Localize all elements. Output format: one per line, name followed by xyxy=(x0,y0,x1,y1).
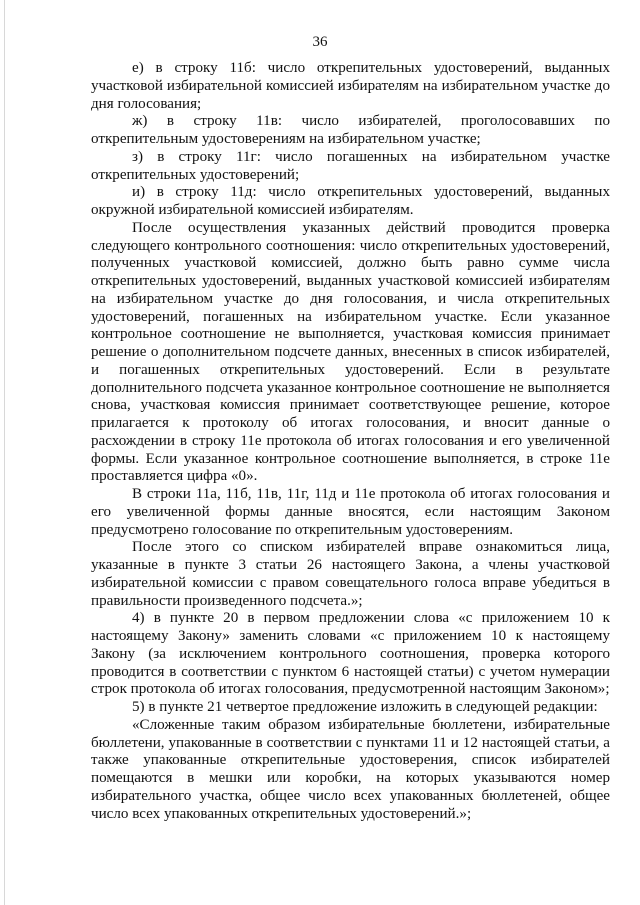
paragraph-control-check: После осуществления указанных действий проводится проверка следующего контрольного соотношения: число открепительных удостоверений, полученных участковой комиссией, должно быть равно сумме числа открепительных удостоверений, выданных участковой комиссией избирателям на избирательном участке до дня голосования, и числа открепительных удостоверений, погашенных на избирательном участке. Если указанное контрольное соотношение не выполняется, участковая комиссия принимает решение о дополнительном подсчете данных, внесенных в список избирателей, и погашенных открепительных удостоверений. Если в результате дополнительного подсчета указанное контрольное соотношение не выполняется снова, участковая комиссия принимает соответствующее решение, которое прилагается к протоколу об итогах голосования, и вносит данные о расхождении в строку 11е протокола об итогах голосования и его увеличенной формы. Если указанное контрольное соотношение выполняется, в строке 11е проставляется цифра «0». xyxy=(91,219,610,485)
page-edge-line xyxy=(4,0,5,905)
paragraph-item-i: и) в строку 11д: число открепительных удостоверений, выданных окружной избирательной комиссией избирателям. xyxy=(91,184,610,218)
paragraph-item-zh: ж) в строку 11в: число избирателей, проголосовавших по открепительным удостоверениям на избирательном участке; xyxy=(91,113,610,147)
document-body xyxy=(91,60,610,823)
paragraph-review: После этого со списком избирателей вправе ознакомиться лица, указанные в пункте 3 статьи 26 настоящего Закона, а члены участковой избирательной комиссии с правом совещательного голоса вправе убедиться в правильности произведенного подсчета.»; xyxy=(91,539,610,609)
page-number: 36 xyxy=(312,34,328,50)
paragraph-amendment-4: 4) в пункте 20 в первом предложении слова «с приложением 10 к настоящему Закону» заменить словами «с приложением 10 к настоящему Закону (за исключением контрольного соотношения, проверка которого проводится в соответствии с пунктом 6 настоящей статьи) с учетом нумерации строк протокола об итогах голосования, предусмотренной настоящим Законом»; xyxy=(91,610,610,698)
paragraph-item-z: з) в строку 11г: число погашенных на избирательном участке открепительных удостоверений; xyxy=(91,148,610,183)
paragraph-amendment-5: 5) в пункте 21 четвертое предложение изложить в следующей редакции: xyxy=(132,699,598,715)
paragraph-item-e: е) в строку 11б: число открепительных удостоверений, выданных участковой избирательной комиссией избирателям на избирательном участке до дня голосования; xyxy=(91,60,610,112)
paragraph-lines-11: В строки 11а, 11б, 11в, 11г, 11д и 11е протокола об итогах голосования и его увеличенной формы данные вносятся, если настоящим Законом предусмотрено голосование по открепительным удостоверениям. xyxy=(91,486,610,538)
paragraph-quoted-text: «Сложенные таким образом избирательные бюллетени, избирательные бюллетени, упакованные в соответствии с пунктами 11 и 12 настоящей статьи, а также упакованные открепительные удостоверения, список избирателей помещаются в мешки или коробки, на которых указываются номер избирательного участка, общее число всех упакованных бюллетеней, общее число всех упакованных открепительных удостоверений.»; xyxy=(91,716,610,822)
